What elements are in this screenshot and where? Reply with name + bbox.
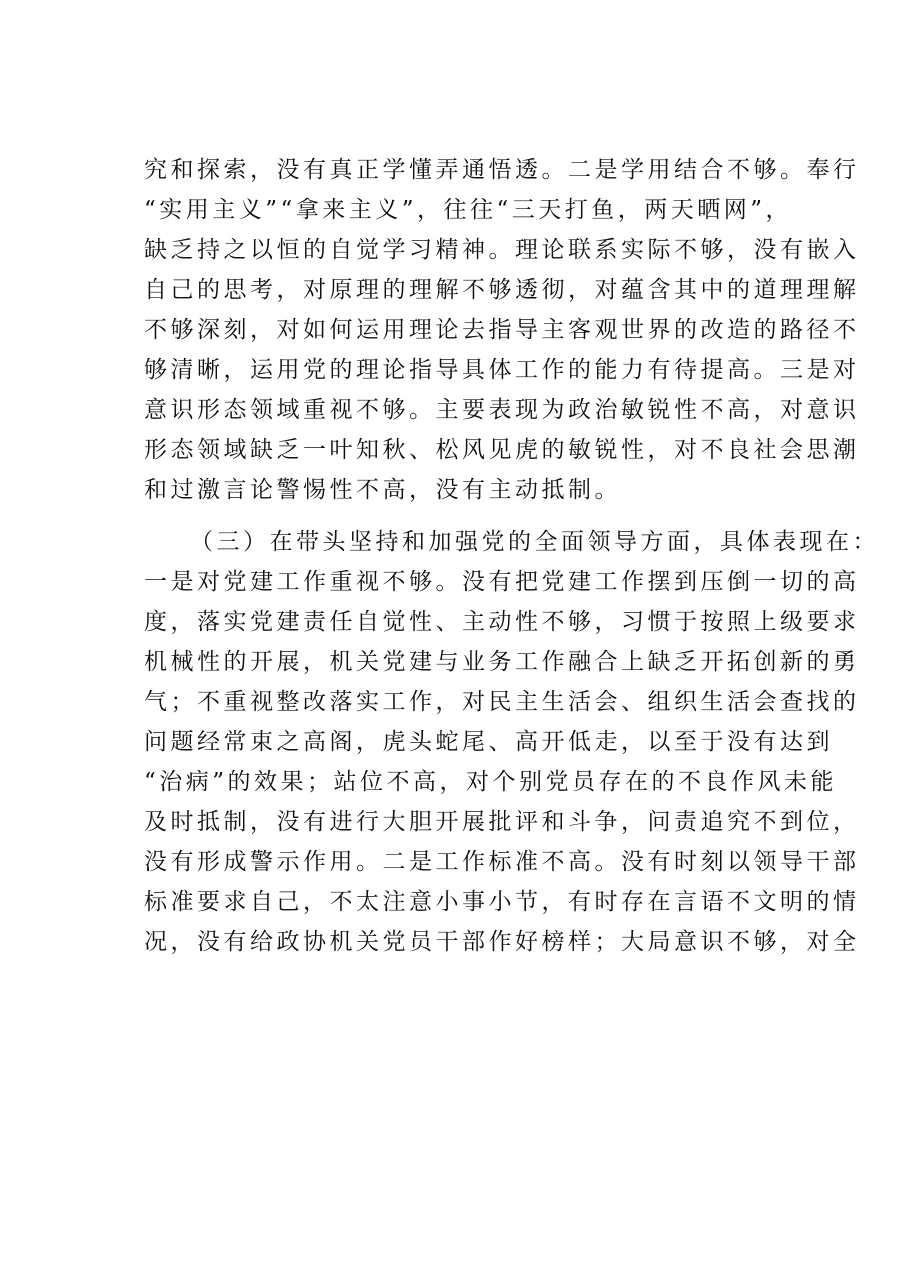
- text-line: “治病”的效果；站位不高，对个别党员存在的不良作风未能: [144, 769, 838, 795]
- section-heading-line: （三）在带头坚持和加强党的全面领导方面，具体表现在：: [190, 529, 879, 555]
- text-line: 机械性的开展，机关党建与业务工作融合上缺乏开拓创新的勇: [144, 649, 860, 675]
- document-body: [144, 150, 879, 962]
- text-line: 况，没有给政协机关党员干部作好榜样；大局意识不够，对全: [144, 929, 860, 955]
- paragraph-1: [144, 150, 860, 510]
- text-line: 够清晰，运用党的理论指导具体工作的能力有待提高。三是对: [144, 357, 860, 383]
- text-line: 形态领域缺乏一叶知秋、松风见虎的敏锐性，对不良社会思潮: [144, 437, 860, 463]
- text-line: 究和探索，没有真正学懂弄通悟透。二是学用结合不够。奉行: [144, 157, 860, 183]
- text-line: “实用主义”“拿来主义”，往往“三天打鱼，两天晒网”，: [144, 197, 793, 223]
- text-line: 意识形态领域重视不够。主要表现为政治敏锐性不高，对意识: [144, 397, 860, 423]
- text-line: 没有形成警示作用。二是工作标准不高。没有时刻以领导干部: [144, 849, 860, 875]
- text-line: 一是对党建工作重视不够。没有把党建工作摆到压倒一切的高: [144, 569, 860, 595]
- text-line: 不够深刻，对如何运用理论去指导主客观世界的改造的路径不: [144, 317, 860, 343]
- paragraph-2: [144, 522, 879, 962]
- text-line: 问题经常束之高阁，虎头蛇尾、高开低走，以至于没有达到: [144, 729, 833, 755]
- text-line: 和过激言论警惕性不高，没有主动抵制。: [144, 477, 621, 503]
- text-line: 标准要求自己，不太注意小事小节，有时存在言语不文明的情: [144, 889, 860, 915]
- text-line: 缺乏持之以恒的自觉学习精神。理论联系实际不够，没有嵌入: [144, 237, 860, 263]
- text-line: 气；不重视整改落实工作，对民主生活会、组织生活会查找的: [144, 689, 860, 715]
- text-line: 自己的思考，对原理的理解不够透彻，对蕴含其中的道理理解: [144, 277, 860, 303]
- text-line: 度，落实党建责任自觉性、主动性不够，习惯于按照上级要求: [144, 609, 860, 635]
- paragraph-gap: [144, 510, 804, 522]
- text-line: 及时抵制，没有进行大胆开展批评和斗争，问责追究不到位，: [144, 809, 860, 835]
